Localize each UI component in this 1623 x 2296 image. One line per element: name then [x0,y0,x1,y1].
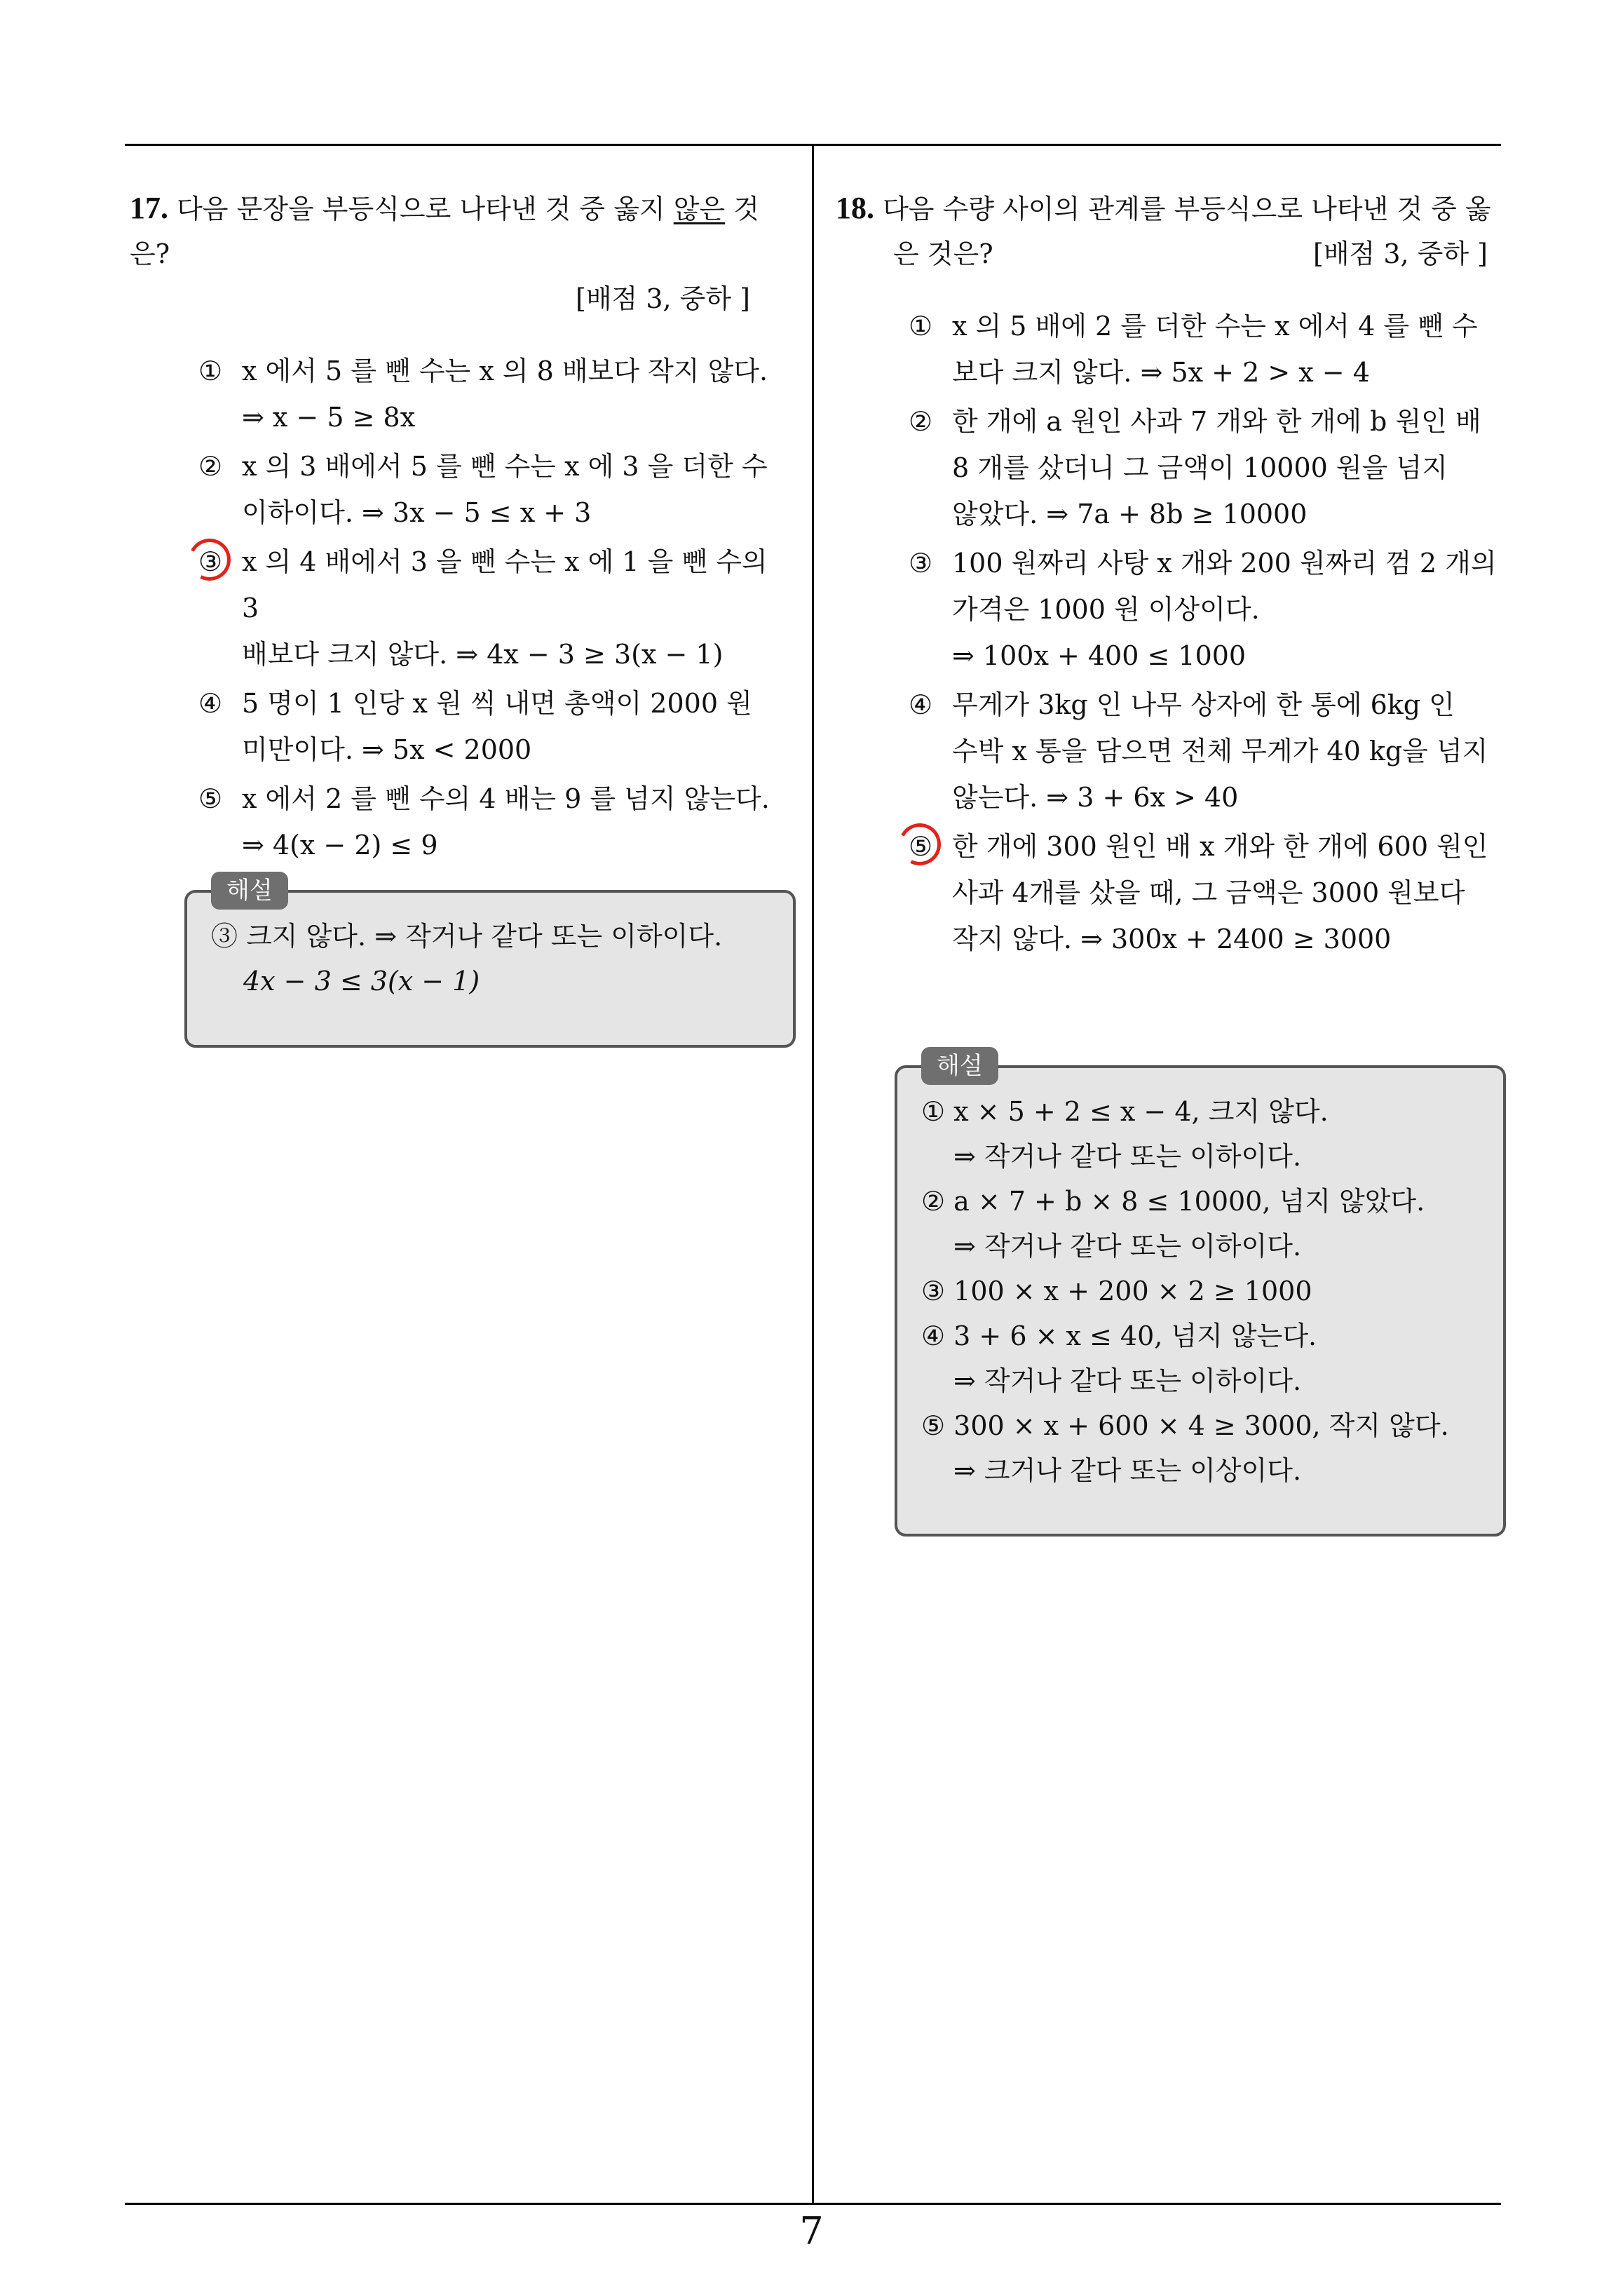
question-17 [130,186,792,871]
underlined-word: 않은 [673,194,726,224]
choice-1[interactable] [186,348,792,440]
question-18-header [836,186,1509,231]
choice-number: ① [198,356,223,386]
choice-text-line: 한 개에 a 원인 사과 7 개와 한 개에 b 원인 배 [952,406,1481,437]
choice-text-line: ⇒ 100x + 400 ≤ 1000 [952,640,1247,671]
choice-5[interactable] [896,823,1509,962]
choice-text-line: x 의 5 배에 2 를 더한 수는 x 에서 4 를 뺀 수 [952,311,1478,342]
choice-3[interactable] [896,540,1509,679]
choice-text-line: x 의 4 배에서 3 을 뺀 수는 x 에 1 을 뺀 수의 3 [242,546,768,623]
solution-line: ⇒ 작거나 같다 또는 이하이다. [953,1231,1302,1262]
choice-4[interactable] [186,680,792,773]
choice-text-line: x 에서 2 를 뺀 수의 4 배는 9 를 넘지 않는다. [242,783,770,814]
choice-number: ③ [909,548,933,579]
choice-number: ⑤ [198,783,223,814]
solution-line: ⇒ 크거나 같다 또는 이상이다. [953,1455,1302,1486]
question-17-choices [186,348,792,868]
column-divider [812,144,814,2204]
choice-text-line: x 에서 5 를 뺀 수는 x 의 8 배보다 작지 않다. [242,356,768,386]
question-17-header [130,186,792,276]
question-17-solution-box [184,877,796,1048]
solution-line: ⑤ 300 × x + 600 × 4 ≥ 3000, 작지 않다. [921,1410,1449,1441]
choice-text-line: 않았다. ⇒ 7a + 8b ≥ 10000 [952,499,1308,529]
choice-number: ② [909,406,933,437]
question-18-number: 18. [836,191,874,225]
solution-label: 해설 [921,1047,998,1085]
choice-2[interactable] [896,398,1509,537]
choice-text-line: 사과 4개를 샀을 때, 그 금액은 3000 원보다 [952,877,1465,908]
choice-number: ⑤ [909,831,933,862]
solution-line: ③ 크지 않다. ⇒ 작거나 같다 또는 이하이다. [211,921,723,952]
solution-line: ① x × 5 + 2 ≤ x − 4, 크지 않다. [921,1096,1329,1127]
choice-text-line: 100 원짜리 사탕 x 개와 200 원짜리 껌 2 개의 [952,548,1497,579]
solution-line: ④ 3 + 6 × x ≤ 40, 넘지 않는다. [921,1321,1317,1351]
choice-text-line: 미만이다. ⇒ 5x < 2000 [242,734,532,765]
question-18-text: 다음 수량 사이의 관계를 부등식으로 나타낸 것 중 옳 [883,194,1491,224]
choice-text-line: 보다 크지 않다. ⇒ 5x + 2 > x − 4 [952,357,1370,388]
question-18 [836,186,1509,965]
bottom-rule [125,2203,1501,2205]
choice-text-line: 수박 x 통을 담으면 전체 무게가 40 kg을 넘지 [952,736,1488,767]
choice-text-line: 이하이다. ⇒ 3x − 5 ≤ x + 3 [242,497,592,528]
solution-line: ⇒ 작거나 같다 또는 이하이다. [953,1365,1302,1396]
choice-number: ③ [198,546,223,577]
question-17-meta: [배점 3, 중하 ] [576,283,750,314]
question-18-choices [896,303,1509,962]
choice-text-line: x 의 3 배에서 5 를 뺀 수는 x 에 3 을 더한 수 [242,451,768,482]
solution-line: ⇒ 작거나 같다 또는 이하이다. [953,1141,1302,1172]
choice-text-line: 한 개에 300 원인 배 x 개와 한 개에 600 원인 [952,831,1488,862]
page-number: 7 [799,2209,824,2253]
choice-text-line: 가격은 1000 원 이상이다. [952,594,1260,625]
question-18-meta: [배점 3, 중하 ] [1313,238,1488,269]
choice-number: ① [909,311,933,342]
choice-text-line: 배보다 크지 않다. ⇒ 4x − 3 ≥ 3(x − 1) [242,639,724,670]
choice-text-line: 않는다. ⇒ 3 + 6x > 40 [952,782,1239,813]
question-18-text-cont: 은 것은? [893,238,993,269]
question-18-solution-box [895,1052,1506,1537]
choice-text-line: ⇒ 4(x − 2) ≤ 9 [242,830,438,860]
choice-text-line: ⇒ x − 5 ≥ 8x [242,402,416,433]
choice-number: ④ [198,688,223,719]
solution-label: 해설 [211,872,288,910]
choice-3[interactable] [186,539,792,677]
choice-4[interactable] [896,682,1509,821]
choice-text-line: 5 명이 1 인당 x 원 씩 내면 총액이 2000 원 [242,688,752,719]
choice-text-line: 8 개를 샀더니 그 금액이 10000 원을 넘지 [952,452,1448,483]
question-17-text: 다음 문장을 부등식으로 나타낸 것 중 옳지 않은 것은? [130,194,759,269]
choice-5[interactable] [186,776,792,868]
solution-line: ② a × 7 + b × 8 ≤ 10000, 넘지 않았다. [921,1186,1425,1217]
choice-number: ④ [909,689,933,720]
choice-text-line: 무게가 3kg 인 나무 상자에 한 통에 6kg 인 [952,689,1455,720]
solution-line: 4x − 3 ≤ 3(x − 1) [243,966,480,997]
choice-number: ② [198,451,223,482]
question-17-number: 17. [130,191,168,225]
choice-2[interactable] [186,443,792,536]
solution-line: ③ 100 × x + 200 × 2 ≥ 1000 [921,1276,1312,1306]
choice-1[interactable] [896,303,1509,396]
choice-text-line: 작지 않다. ⇒ 300x + 2400 ≥ 3000 [952,924,1392,954]
